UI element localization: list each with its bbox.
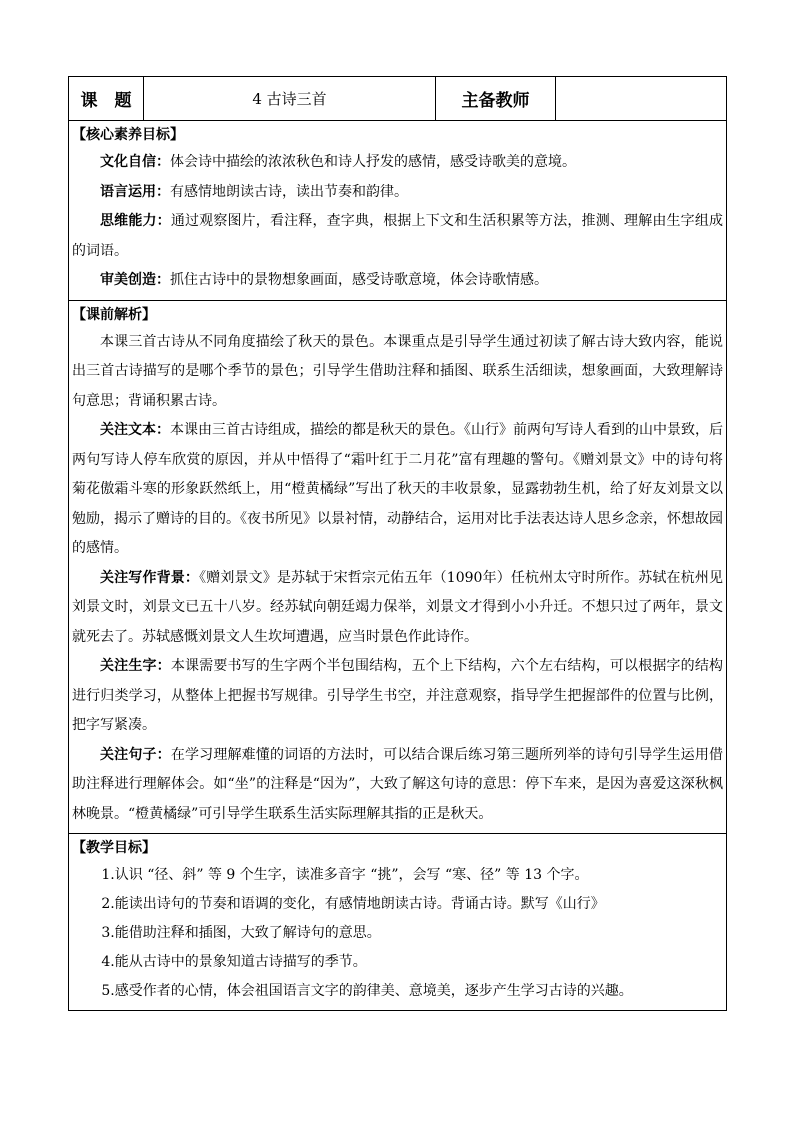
objective-item: 2.能读出诗句的节奏和语调的变化，有感情地朗读古诗。背诵古诗。默写《山行》 — [101, 896, 605, 912]
analysis-item: 关注句子：在学习理解难懂的词语的方法时，可以结合课后练习第三题所列举的诗句引导学生运用借助注释进行理解体会。如“坐”的注释是“因为”，大致了解这句诗的意思：停下车来，是因为喜爱这深秋枫林晚景。“橙黄橘绿”可引导学生联系生活实际理解其指的正是秋天。 — [72, 746, 724, 822]
header-row — [69, 77, 727, 121]
analysis-heading: 【课前解析】 — [72, 306, 156, 323]
analysis-item: 关注生字：本课需要书写的生字两个半包围结构，五个上下结构，六个左右结构，可以根据字的结构进行归类学习，从整体上把握书写规律。引导学生书空，并注意观察，指导学生把握部件的位置与比例，把字写紧凑。 — [72, 658, 724, 733]
lesson-plan-page — [68, 76, 726, 1011]
objective-item: 5.感受作者的心情，体会祖国语言文字的韵律美、意境美，逐步产生学习古诗的兴趣。 — [101, 983, 633, 999]
topic-label: 课 题 — [69, 77, 144, 121]
topic-value: 4 古诗三首 — [144, 77, 436, 121]
lesson-plan-table — [68, 76, 727, 1011]
core-section — [69, 121, 727, 301]
objectives-heading: 【教学目标】 — [72, 840, 156, 856]
core-item: 审美创造：抓住古诗中的景物想象画面，感受诗歌意境，体会诗歌情感。 — [100, 272, 548, 288]
core-item: 思维能力：通过观察图片，看注释，查字典，根据上下文和生活积累等方法，推测、理解由生字组成的词语。 — [72, 213, 724, 259]
core-item: 文化自信：体会诗中描绘的浓浓秋色和诗人抒发的感情，感受诗歌美的意境。 — [100, 154, 576, 170]
core-heading: 【核心素养目标】 — [72, 127, 184, 143]
objective-item: 1.认识 “径、斜” 等 9 个生字，读准多音字 “挑”，会写 “寒、径” 等 13 个字。 — [101, 867, 589, 883]
analysis-item: 关注写作背景：《赠刘景文》是苏轼于宋哲宗元佑五年（1090年）任杭州太守时所作。苏轼在杭州见刘景文时，刘景文已五十八岁。经苏轼向朝廷竭力保举，刘景文才得到小小升迁。不想只过了两年，景文就死去了。苏轼感慨刘景文人生坎坷遭遇，应当时景色作此诗作。 — [72, 569, 723, 645]
objective-item: 4.能从古诗中的景象知道古诗描写的季节。 — [101, 954, 367, 970]
teacher-value[interactable] — [556, 77, 727, 121]
teacher-label: 主备教师 — [436, 77, 556, 121]
analysis-item: 关注文本：本课由三首古诗组成，描绘的都是秋天的景色。《山行》前两句写诗人看到的山中景致，后两句写诗人停车欣赏的原因，并从中悟得了“霜叶红于二月花”富有理趣的警句。《赠刘景文》中的诗句将菊花傲霜斗寒的形象跃然纸上，用“橙黄橘绿”写出了秋天的丰收景象，显露勃勃生机，给了好友刘景文以勉励，揭示了赠诗的目的。《夜书所见》以景衬情，动静结合，运用对比手法表达诗人思乡念亲，怀想故园的感情。 — [72, 422, 723, 556]
analysis-section — [69, 300, 727, 834]
analysis-intro: 本课三首古诗从不同角度描绘了秋天的景色。本课重点是引导学生通过初读了解古诗大致内容，能说出三首古诗描写的是哪个季节的景色；引导学生借助注释和插图、联系生活细读，想象画面，大致理解诗句意思；背诵积累古诗。 — [72, 333, 723, 409]
objectives-section — [69, 834, 727, 1011]
core-item: 语言运用：有感情地朗读古诗，读出节奏和韵律。 — [100, 183, 408, 200]
objective-item: 3.能借助注释和插图，大致了解诗句的意思。 — [101, 925, 381, 941]
